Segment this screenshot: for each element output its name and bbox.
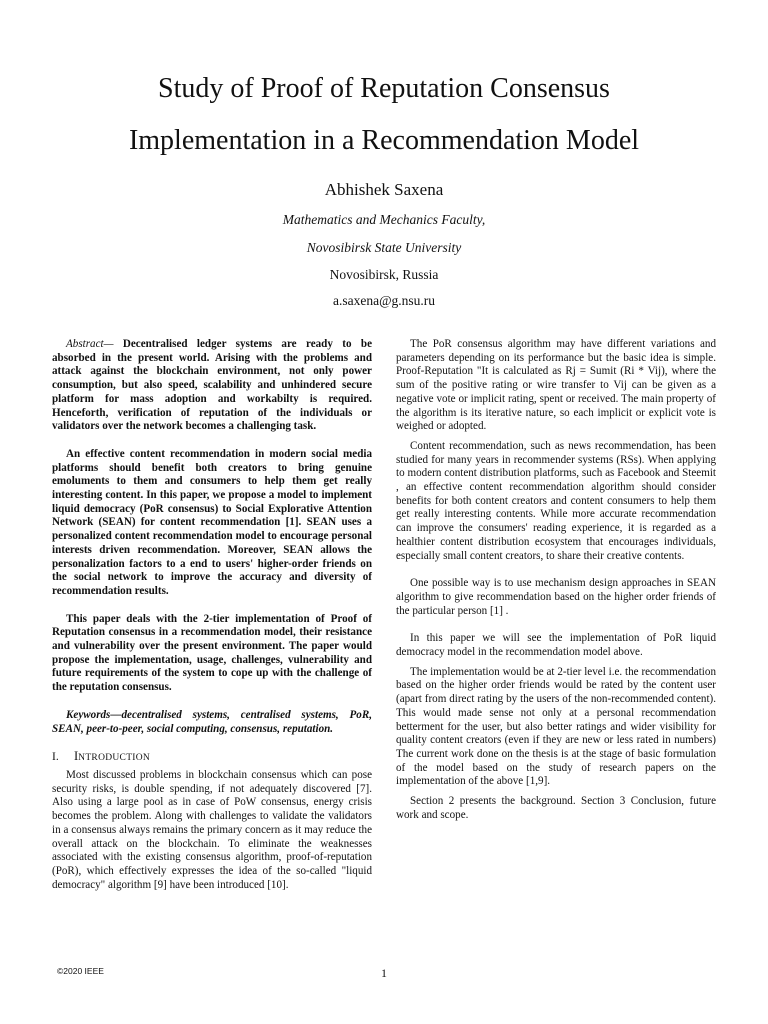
author-name: Abhishek Saxena bbox=[324, 180, 444, 199]
abstract-paragraph-2: An effective content recommendation in modern social media platforms should benefit both creators to bring genuine emoluments to them and consumers to help them get really interesting content. In this paper, we propose a model to implement liquid democracy (PoR consensus) to Social Explorative Attention Network (SEAN) for content recommendation [1]. SEAN uses a personalized content recommendation model to encourage personal interests driven recommendation. Moreover, SEAN allows the personalization factors to a end to users' higher-order friends on the social network to improve the accuracy and diversity of recommendation results. bbox=[52, 447, 372, 597]
paper-title-line-2: Implementation in a Recommendation Model bbox=[128, 125, 640, 156]
keywords-text: decentralised systems, centralised systems, PoR, SEAN, peer-to-peer, social computing, consensus, reputation. bbox=[52, 708, 372, 735]
right-paragraph-4: In this paper we will see the implementation of PoR liquid democracy model in the recommendation model above. bbox=[396, 632, 716, 659]
abstract-label: Abstract— bbox=[66, 338, 114, 350]
right-paragraph-5: The implementation would be at 2-tier level i.e. the recommendation based on the higher order friends would be rated by the content user (apart from direct rating by the users of the non-recommended content). This would made sense not only at a personal recommendation betterment for the user, but also better ratings and wider visibility for quality content creators (even if they are new or less rated in numbers) The current work done on the thesis is at the stage of basic formulation of the model based on the study of research papers on the implementation of the above [1,9]. bbox=[396, 665, 716, 788]
author-email: a.saxena@g.nsu.ru bbox=[332, 293, 436, 308]
left-column bbox=[52, 338, 372, 906]
author-faculty: Mathematics and Mechanics Faculty, bbox=[282, 212, 486, 227]
keywords-paragraph bbox=[52, 709, 372, 736]
keywords-label: Keywords— bbox=[66, 708, 122, 721]
right-paragraph-2: Content recommendation, such as news recommendation, has been studied for many years in recommender systems (RSs). When applying to modern content distribution platforms, such as Facebook and Steemit , an effective content recommendation algorithm should consider benefits for both content creators and content consumers to help them get really interesting contents. While more accurate recommendation can improve the consumers' reading experience, it is regarded as a healthier content distribution ecosystem that encourages individuals, especially small content creators, to share their creative contents. bbox=[396, 439, 716, 562]
section-title-rest: NTRODUCTION bbox=[78, 753, 151, 764]
section-number: I. bbox=[52, 750, 59, 764]
copyright-notice: ©2020 IEEE bbox=[57, 966, 104, 976]
page-number: 1 bbox=[381, 966, 387, 980]
section-title-initial: I bbox=[74, 749, 79, 764]
right-paragraph-3: One possible way is to use mechanism design approaches in SEAN algorithm to give recommendation based on the higher order friends of the particular person [1] . bbox=[396, 577, 716, 617]
abstract-text-1: Decentralised ledger systems are ready to be absorbed in the present world. Arising with the problems and attack against the blockchain environment, not only power consumption, but also speed, scalability and unhindered secure platform for mass adoption and workabilty is required. Henceforth, verification of reputation of the individuals or validators over the network becomes a challenging task. bbox=[52, 338, 372, 433]
right-paragraph-1: The PoR consensus algorithm may have different variations and parameters depending on its performance but the basic idea is simple. Proof-Reputation "It is calculated as Rj = Sumit (Ri * Vij), where the sum of the positive rating or wire transfer to Vij can be given as a negative vote or implicit rating, spent or received. The main property of the algorithm is its iterative nature, so each implicit or explicit vote is weighed or adopted. bbox=[396, 338, 716, 433]
paper-title-line-1: Study of Proof of Reputation Consensus bbox=[158, 73, 610, 104]
section-heading-introduction bbox=[52, 750, 372, 766]
author-university: Novosibirsk State University bbox=[306, 240, 462, 255]
abstract-paragraph-3: This paper deals with the 2-tier implementation of Proof of Reputation consensus in a recommendation model, their resistance and vulnerability over the present environment. The paper would propose the implementation, usage, challenges, vulnerability and future requirements of the system to cope up with the challenge of the reputation consensus. bbox=[52, 612, 372, 694]
author-location: Novosibirsk, Russia bbox=[329, 267, 439, 282]
right-paragraph-6: Section 2 presents the background. Section 3 Conclusion, future work and scope. bbox=[396, 795, 716, 821]
abstract-paragraph-1 bbox=[52, 338, 372, 434]
right-column bbox=[396, 338, 716, 837]
introduction-paragraph-1: Most discussed problems in blockchain consensus which can pose security risks, is double spending, if not adequately discovered [7]. Also using a large pool as in case of PoW consensus, energy crisis becomes the problem. Along with challenges to validate the validators in a consensus always remains the primary concern as it may reduce the overall attack on the blockchain. To eliminate the weaknesses associated with the existing consensus algorithm, proof-of-reputation (PoR), which effectively expresses the idea of the so-called "liquid democracy" algorithm [9] have been introduced [10]. bbox=[52, 768, 372, 891]
